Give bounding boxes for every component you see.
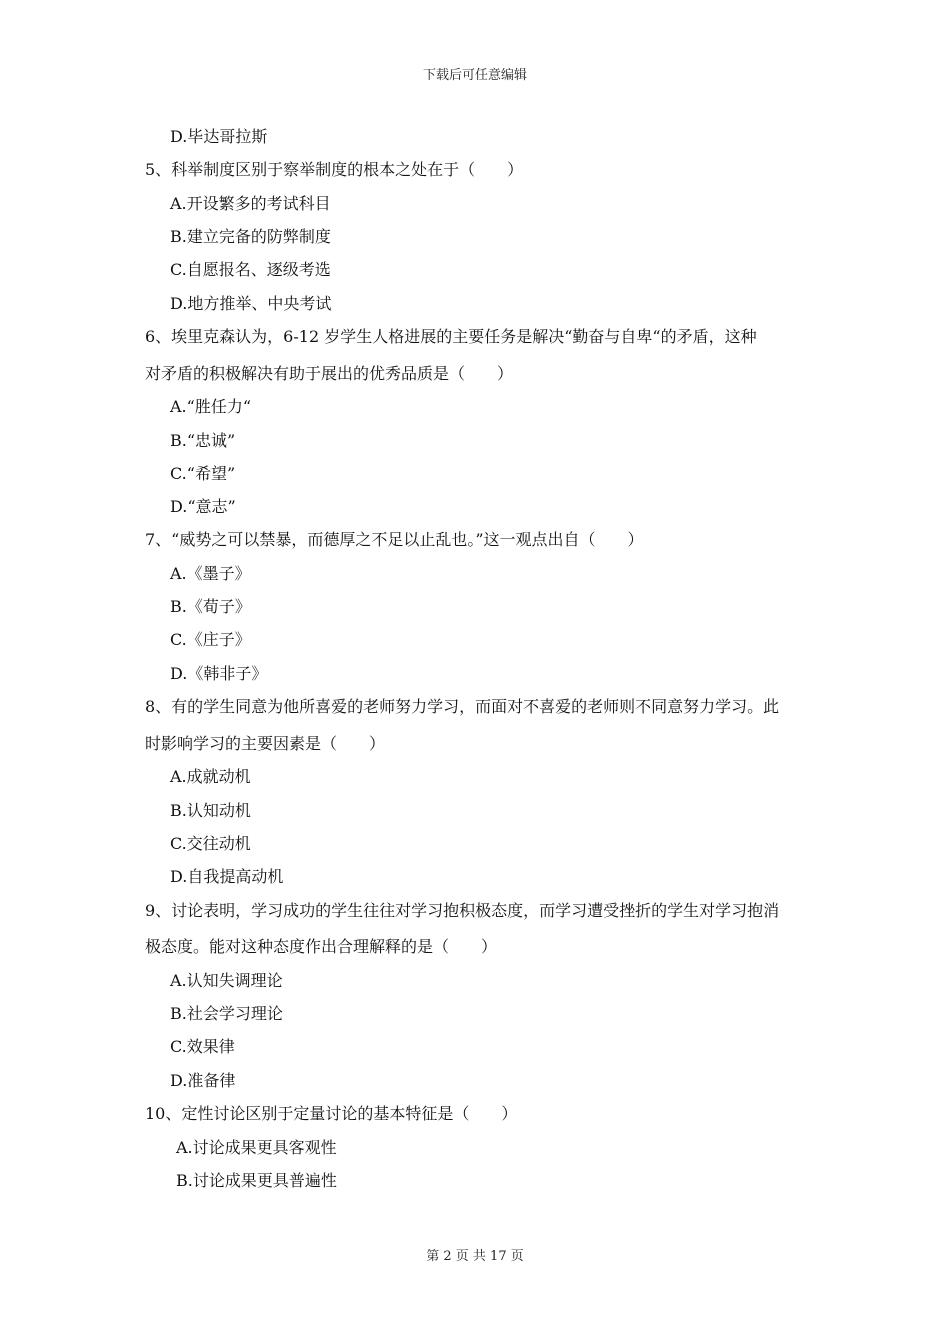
option-6d: D.“意志” xyxy=(170,497,236,516)
option-6c: C.“希望” xyxy=(170,464,236,483)
question-8: 8、有的学生同意为他所喜爱的老师努力学习，而面对不喜爱的老师则不同意努力学习。此 xyxy=(145,697,780,716)
question-9-cont: 极态度。能对这种态度作出合理解释的是（ ） xyxy=(145,937,498,956)
option-9c: C.效果律 xyxy=(170,1037,235,1056)
option-5b: B.建立完备的防弊制度 xyxy=(170,227,331,246)
option-9b: B.社会学习理论 xyxy=(170,1004,283,1023)
option-8a: A.成就动机 xyxy=(170,767,251,786)
question-8-cont: 时影响学习的主要因素是（ ） xyxy=(145,734,386,753)
option-5d: D.地方推举、中央考试 xyxy=(170,294,332,313)
option-9d: D.准备律 xyxy=(170,1071,236,1090)
option-7b: B.《荀子》 xyxy=(170,597,251,616)
option-7d: D.《韩非子》 xyxy=(170,664,268,683)
option-7a: A.《墨子》 xyxy=(170,564,251,583)
option-5a: A.开设繁多的考试科目 xyxy=(170,194,331,213)
option-8b: B.认知动机 xyxy=(170,801,251,820)
option-8d: D.自我提高动机 xyxy=(170,867,284,886)
option-10a: A.讨论成果更具客观性 xyxy=(176,1138,337,1157)
question-7: 7、“威势之可以禁暴，而德厚之不足以止乱也。”这一观点出自（ ） xyxy=(145,530,644,549)
option-8c: C.交往动机 xyxy=(170,834,251,853)
question-9: 9、讨论表明，学习成功的学生往往对学习抱积极态度，而学习遭受挫折的学生对学习抱消 xyxy=(145,901,780,920)
question-5: 5、科举制度区别于察举制度的根本之处在于（ ） xyxy=(145,160,524,179)
option-6b: B.“忠诚” xyxy=(170,431,236,450)
option-4d: D.毕达哥拉斯 xyxy=(170,127,268,146)
option-7c: C.《庄子》 xyxy=(170,630,251,649)
option-6a: A.“胜任力“ xyxy=(170,397,252,416)
option-9a: A.认知失调理论 xyxy=(170,971,283,990)
question-6: 6、埃里克森认为，6-12 岁学生人格进展的主要任务是解决“勤奋与自卑“的矛盾，这种 xyxy=(145,327,757,346)
question-6-cont: 对矛盾的积极解决有助于展出的优秀品质是（ ） xyxy=(145,364,514,383)
option-5c: C.自愿报名、逐级考选 xyxy=(170,260,331,279)
option-10b: B.讨论成果更具普遍性 xyxy=(176,1171,337,1190)
page-header: 下载后可任意编辑 xyxy=(422,68,527,83)
question-10: 10、定性讨论区别于定量讨论的基本特征是（ ） xyxy=(145,1104,518,1123)
page-footer: 第 2 页 共 17 页 xyxy=(426,1249,524,1264)
